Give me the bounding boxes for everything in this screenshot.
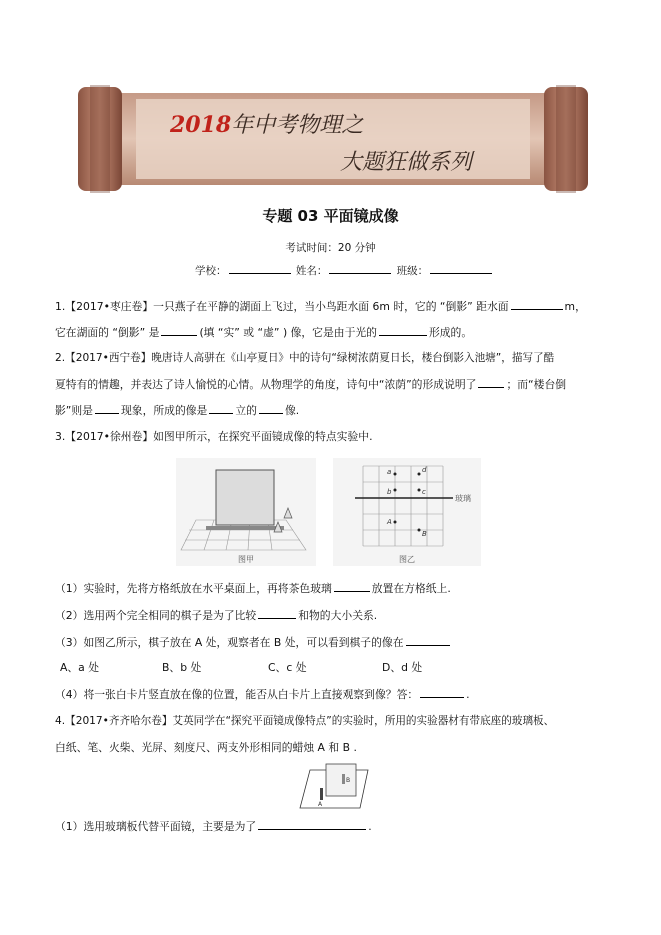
figure-yi [333,458,481,566]
q3-sub1: （1）实验时，先将方格纸放在水平桌面上，再将茶色玻璃 放置在方格纸上. [55,582,451,595]
class-field[interactable] [430,263,492,274]
page-title: 专题 03 平面镜成像 [262,207,399,225]
q4-fig-label-B: B [346,777,351,784]
q2-line3: 影”则是 现象，所成的像是 立的 像. [55,404,300,417]
figure-jia [176,458,316,566]
q2-blank-3[interactable] [209,402,233,414]
name-label: 姓名： [295,265,328,277]
grid-label-B: B [422,530,427,538]
grid-label-c: c [422,488,426,496]
q1-blank-3[interactable] [379,324,427,336]
banner-line2: 大题狂做系列 [340,150,473,175]
q2-line2: 夏特有的情趣，并表达了诗人愉悦的心情。从物理学的角度，诗句中“浓荫”的形成说明了 ；而“楼台倒 [55,378,567,391]
title-banner [78,85,588,193]
option-c[interactable]: C、c 处 [268,661,307,674]
exam-time: 考试时间：20 分钟 [285,242,376,254]
q3-sub3: （3）如图乙所示，棋子放在 A 处，观察者在 B 处，可以看到棋子的像在 [55,632,452,653]
q4-blank-1[interactable] [258,818,366,830]
q1-line1: 1.【2017•枣庄卷】一只燕子在平静的湖面上飞过，当小鸟距水面 6m 时，它的 “倒影” 距水面 m， [55,300,586,313]
grid-label-A: A [387,518,392,526]
q4-sub1: （1）选用玻璃板代替平面镜，主要是为了 . [55,820,372,833]
q4-line1: 4.【2017•齐齐哈尔卷】艾英同学在“探究平面镜成像特点”的实验时，所用的实验器材有带底座的玻璃板、 [55,715,555,727]
option-b[interactable]: B、b 处 [162,661,202,674]
q3-blank-3[interactable] [406,634,450,646]
q2-blank-2[interactable] [95,402,119,414]
grid-label-d: d [422,466,427,474]
q2-line1: 2.【2017•西宁卷】晚唐诗人高骈在《山亭夏日》中的诗句“绿树浓荫夏日长，楼台倒影入池塘”，描写了酷 [55,352,555,364]
q2-blank-1[interactable] [478,376,504,388]
banner-year: 2018 [170,112,232,138]
glass-label: 玻璃 [455,494,471,503]
grid-label-b: b [387,488,392,496]
q4-fig-label-A: A [318,801,323,808]
q2-blank-4[interactable] [259,402,283,414]
option-a[interactable]: A、a 处 [60,661,100,674]
info-fields [195,263,494,278]
option-d[interactable]: D、d 处 [382,661,423,674]
q3-blank-4[interactable] [420,686,464,698]
fig-yi-caption: 图乙 [399,555,415,564]
school-field[interactable] [229,263,291,274]
q1-line2: 它在湖面的 “倒影” 是 (填 “实” 或 “虚” ) 像，它是由于光的 形成的。 [55,326,473,339]
name-field[interactable] [329,263,391,274]
q4-line2: 白纸、笔、火柴、光屏、刻度尺、两支外形相同的蜡烛 A 和 B . [55,741,357,754]
q1-blank-2[interactable] [161,324,197,336]
figure-q4 [296,762,376,812]
q3-blank-2[interactable] [258,607,296,619]
school-label: 学校： [195,265,227,277]
q3-sub4: （4）将一张白卡片竖直放在像的位置，能否从白卡片上直接观察到像？答： . [55,688,470,701]
banner-line1: 2018年中考物理之 [170,112,364,138]
q3-blank-1[interactable] [334,580,370,592]
fig-jia-caption: 图甲 [238,555,254,564]
grid-label-a: a [387,468,392,476]
q1-blank-1[interactable] [511,298,563,310]
q3-sub2: （2）选用两个完全相同的棋子是为了比较 和物的大小关系. [55,609,378,622]
class-label: 班级： [396,265,429,277]
q3-intro: 3.【2017•徐州卷】如图甲所示，在探究平面镜成像的特点实验中. [55,430,373,443]
